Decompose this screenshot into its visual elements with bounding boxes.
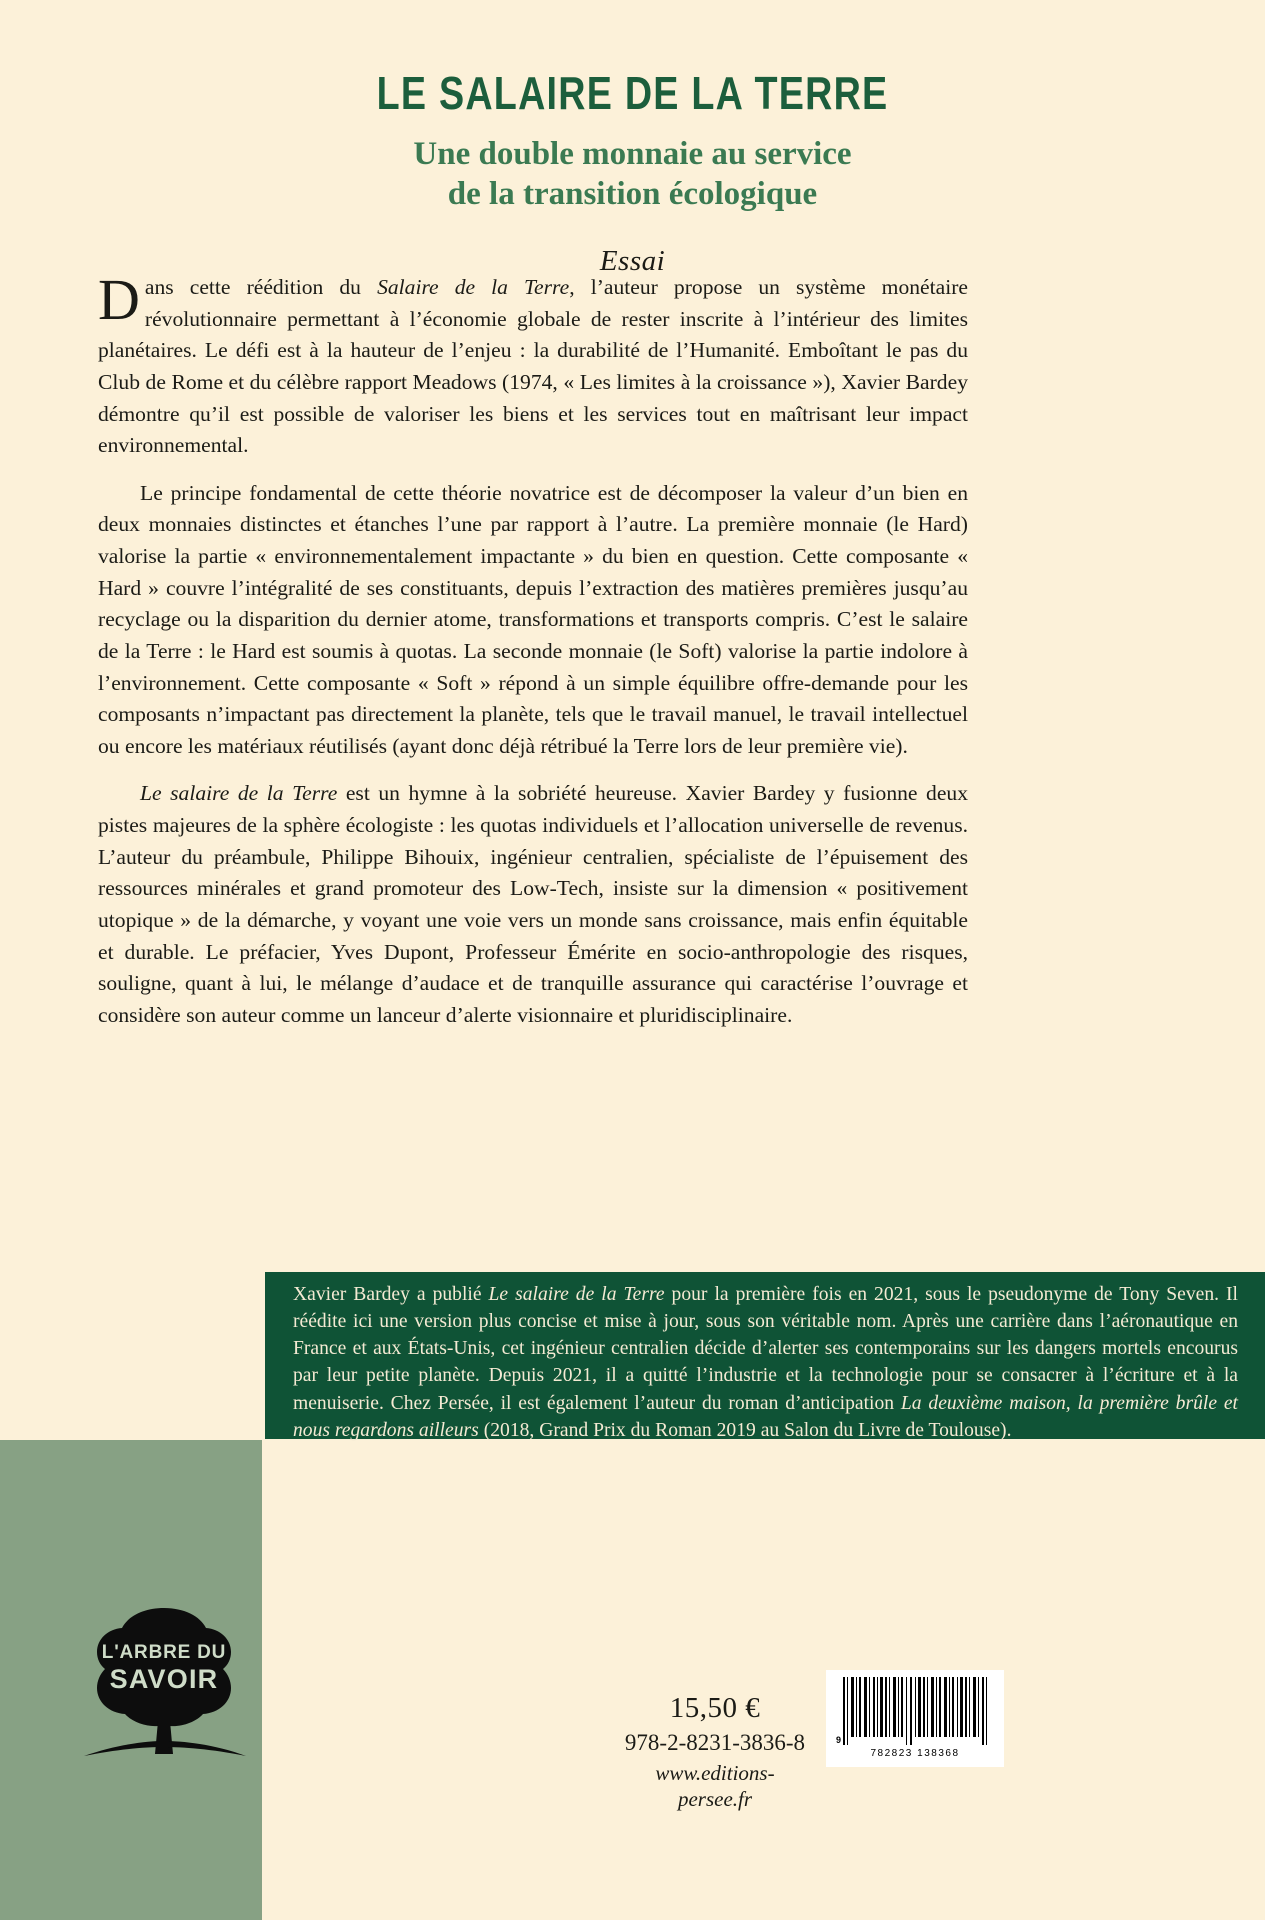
logo-line-1: L'ARBRE DU [101,1642,227,1663]
publisher-website[interactable]: www.editions-persee.fr [655,1760,775,1811]
author-bio-part2: pour la première fois en 2021, sous le pseudonyme de Tony Seven. Il réédite ici une version plus concise et mise à jour, sous son véritable nom. Après une carrière dans l’aéronautique en France et aux États-Unis, cet ingénieur centralien décide d’alerter ses contemporains sur les dangers mortels encourus par leur petite planète. Depuis 2021, il a quitté l’industrie et la technologie pour se consacrer à l’écriture et à la menuiserie. Chez Persée, il est également l’auteur du roman d’anticipation [293,1284,1238,1414]
drop-cap: D [98,267,140,332]
author-bio-title-1: Le salaire de la Terre [488,1284,665,1305]
genre-label: Essai [599,244,666,277]
publisher-logo [78,1596,250,1758]
blurb-p1-book-title: Salaire de la Terre [377,275,570,299]
barcode-bars-icon [832,1675,998,1747]
blurb-p1-lead: ans cette réédition du [144,275,378,299]
isbn: 978-2-8231-3836-8 [624,1729,806,1755]
blurb-text [98,267,969,1031]
barcode [826,1670,1004,1767]
author-bio-paragraph [293,1281,1238,1444]
subtitle-line-1: Une double monnaie au service [413,136,852,172]
tree-icon [78,1596,250,1758]
subtitle [0,134,1265,215]
author-bio-title-2: La deuxième maison, la première brûle et nous regardons ailleurs [293,1392,1238,1441]
blurb-paragraph-2: Le principe fondamental de cette théorie novatrice est de décomposer la valeur d’un bien en deux monnaies distinctes et étanches l’une par rapport à l’autre. La première monnaie (le Hard) valorise la partie « environnementalement impactante » du bien en question. Cette composante « Hard » couvre l’intégralité de ses constituants, depuis l’extraction des matières premières jusqu’au recyclage ou la disparition du dernier atome, transformations et transports compris. C’est le salaire de la Terre : le Hard est soumis à quotas. La seconde monnaie (le Soft) valorise la partie indolore à l’environnement. Cette composante « Soft » répond à un simple équilibre offre-demande pour les composants n’impactant pas directement la planète, tels que le travail manuel, le travail intellectuel ou encore les matériaux réutilisés (ayant donc déjà rétribué la Terre lors de leur première vie). [98,480,968,758]
blurb-p3-body: est un hymne à la sobriété heureuse. Xavier Bardey y fusionne deux pistes majeures de la sphère écologiste : les quotas individuels et l’allocation universelle de revenus. L’auteur du préambule, Philippe Bihouix, ingénieur centralien, spécialiste de l’épuisement des ressources minérales et grand promoteur des Low-Tech, insiste sur la dimension « positivement utopique » de la démarche, y voyant une voie vers un monde sans croissance, mais enfin équitable et durable. Le préfacier, Yves Dupont, Professeur Émérite en socio-anthropologie des risques, souligne, quant à lui, le mélange d’audace et de tranquille assurance qui caractérise l’ouvrage et considère son auteur comme un lanceur d’alerte visionnaire et pluridisciplinaire. [98,781,969,1027]
barcode-number: 782823 138368 [870,1748,960,1759]
blurb-p1-body: , l’auteur propose un système monétaire révolutionnaire permettant à l’économie globale de rester inscrite à l’intérieur des limites planétaires. Le défi est à la hauteur de l’enjeu : la durabilité de l’Humanité. Emboîtant le pas du Club de Rome et du célèbre rapport Meadows (1974, « Les limites à la croissance »), Xavier Bardey démontre qu’il est possible de valoriser les biens et les services tout en maîtrisant leur impact environnemental. [98,275,968,458]
page-title: LE SALAIRE DE LA TERRE [376,67,889,119]
author-bio-text [293,1281,1238,1444]
blurb-paragraph-1 [98,267,968,462]
blurb-paragraph-3 [98,778,968,1031]
title-block [0,67,1265,278]
price-isbn-block [620,1690,810,1812]
subtitle-line-2: de la transition écologique [447,176,818,213]
logo-line-2: SAVOIR [109,1664,219,1694]
blurb-p3-book-title: Le salaire de la Terre [140,781,338,806]
author-bio-part3: (2018, Grand Prix du Roman 2019 au Salon du Livre de Toulouse). [478,1419,1012,1441]
price: 15,50 € [669,1692,761,1724]
author-bio-part1: Xavier Bardey a publié [293,1284,489,1305]
barcode-leading-digit: 9 [836,1735,842,1745]
